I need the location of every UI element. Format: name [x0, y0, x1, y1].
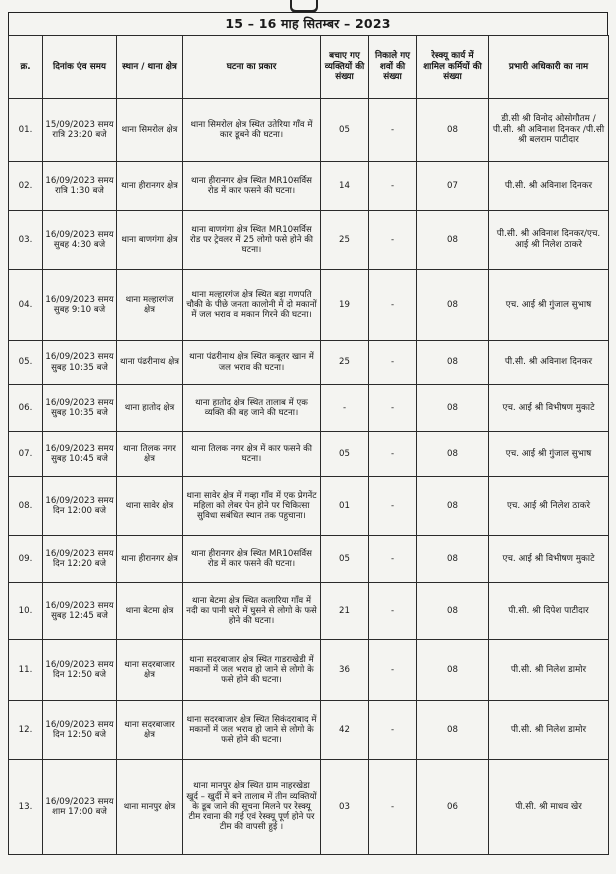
cell-incident: थाना मल्हारगंज क्षेत्र स्थित बड़ा गणपति चौकी के पीछे जनता कालोनी में दो मकानों में जल भराव व मकान गिरने की घटना। [183, 270, 321, 341]
cell-bodies: - [369, 640, 417, 701]
cell-rescued: 05 [321, 432, 369, 477]
cell-staff: 08 [417, 211, 489, 270]
cell-officer: पी.सी. श्री अविनाश दिनकर [489, 162, 609, 211]
cell-officer: पी.सी. श्री दिपेश पाटीदार [489, 583, 609, 640]
table-row [9, 211, 609, 270]
incident-table [8, 35, 609, 855]
cell-rescued: 03 [321, 760, 369, 855]
cell-officer: पी.सी. श्री निलेश डामोर [489, 701, 609, 760]
table-row [9, 270, 609, 341]
cell-bodies: - [369, 477, 417, 536]
header-staff: रेस्क्यू कार्य में शामिल कर्मियों की संख्या [417, 36, 489, 99]
cell-datetime: 16/09/2023 समय दिन 12:50 बजे [43, 640, 117, 701]
cell-rescued: 25 [321, 211, 369, 270]
cell-officer: पी.सी. श्री निलेश डामोर [489, 640, 609, 701]
cell-sr: 04. [9, 270, 43, 341]
header-officer: प्रभारी अधिकारी का नाम [489, 36, 609, 99]
incident-report-sheet [8, 12, 608, 855]
cell-staff: 08 [417, 477, 489, 536]
cell-officer: एच. आई श्री गुंजाल सुभाष [489, 270, 609, 341]
cell-staff: 08 [417, 385, 489, 432]
cell-bodies: - [369, 701, 417, 760]
cell-staff: 08 [417, 640, 489, 701]
cell-bodies: - [369, 211, 417, 270]
cell-incident: थाना सदरबाजार क्षेत्र स्थित सिकंदराबाद में मकानों में जल भराव हो जाने से लोगो के फसे होने की घटना। [183, 701, 321, 760]
table-row [9, 477, 609, 536]
table-row [9, 760, 609, 855]
table-row [9, 701, 609, 760]
cell-place: थाना बाणगंगा क्षेत्र [117, 211, 183, 270]
cell-place: थाना तिलक नगर क्षेत्र [117, 432, 183, 477]
cell-rescued: 36 [321, 640, 369, 701]
cell-datetime: 16/09/2023 समय दिन 12:00 बजे [43, 477, 117, 536]
cell-incident: थाना बाणगंगा क्षेत्र स्थित MR10सर्विस रोड पर ट्रेवलर में 25 लोगो फसे होने की घटना। [183, 211, 321, 270]
cell-datetime: 16/09/2023 समय शाम 17:00 बजे [43, 760, 117, 855]
cell-rescued: 42 [321, 701, 369, 760]
cell-bodies: - [369, 385, 417, 432]
cell-bodies: - [369, 760, 417, 855]
cell-incident: थाना हीरानगर क्षेत्र स्थित MR10सर्विस रोड में कार फसने की घटना। [183, 162, 321, 211]
header-rescued: बचाए गए व्यक्तियों की संख्या [321, 36, 369, 99]
cell-rescued: 05 [321, 536, 369, 583]
cell-officer: एच. आई श्री निलेश ठाकरे [489, 477, 609, 536]
cell-datetime: 16/09/2023 समय सुबह 10:45 बजे [43, 432, 117, 477]
cell-sr: 06. [9, 385, 43, 432]
cell-bodies: - [369, 536, 417, 583]
cell-datetime: 16/09/2023 समय सुबह 9:10 बजे [43, 270, 117, 341]
cell-sr: 05. [9, 341, 43, 385]
header-bodies: निकाले गए शवों की संख्या [369, 36, 417, 99]
table-row [9, 640, 609, 701]
cell-place: थाना सावेर क्षेत्र [117, 477, 183, 536]
cell-datetime: 15/09/2023 समय रात्रि 23:20 बजे [43, 99, 117, 162]
cell-staff: 08 [417, 583, 489, 640]
cell-datetime: 16/09/2023 समय दिन 12:50 बजे [43, 701, 117, 760]
cell-place: थाना सिमरोल क्षेत्र [117, 99, 183, 162]
cell-staff: 08 [417, 432, 489, 477]
cell-incident: थाना सावेर क्षेत्र में गव्हा गाँव में एक प्रेगनेंट महिला को लेबर पेन होने पर चिकित्सा सुविधा सबंधित स्थान तक पहुचाना। [183, 477, 321, 536]
table-row [9, 99, 609, 162]
cell-staff: 07 [417, 162, 489, 211]
cell-sr: 07. [9, 432, 43, 477]
report-title: 15 – 16 माह सितम्बर – 2023 [8, 12, 608, 35]
cell-datetime: 16/09/2023 समय सुबह 10:35 बजे [43, 385, 117, 432]
cell-sr: 11. [9, 640, 43, 701]
cell-officer: डी.सी श्री विनोद ओसोगौतम / पी.सी. श्री अविनाश दिनकर /पी.सी श्री बलराम पाटीदार [489, 99, 609, 162]
cell-bodies: - [369, 341, 417, 385]
table-row [9, 341, 609, 385]
cell-sr: 01. [9, 99, 43, 162]
cell-bodies: - [369, 583, 417, 640]
cell-place: थाना मानपुर क्षेत्र [117, 760, 183, 855]
header-incident: घटना का प्रकार [183, 36, 321, 99]
table-row [9, 536, 609, 583]
cell-sr: 09. [9, 536, 43, 583]
cell-incident: थाना बेटमा क्षेत्र स्थित कलारिया गाँव में नदी का पानी घरो में घुसने से लोगो के फसे होने की घटना। [183, 583, 321, 640]
cell-officer: एच. आई श्री गुंजाल सुभाष [489, 432, 609, 477]
cell-incident: थाना हीरानगर क्षेत्र स्थित MR10सर्विस रोड में कार फसने की घटना। [183, 536, 321, 583]
cell-place: थाना हीरानगर क्षेत्र [117, 162, 183, 211]
cell-datetime: 16/09/2023 समय सुबह 10:35 बजे [43, 341, 117, 385]
table-header-row [9, 36, 609, 99]
cell-officer: एच. आई श्री विभीषण मुकाटे [489, 385, 609, 432]
cell-datetime: 16/09/2023 समय रात्रि 1:30 बजे [43, 162, 117, 211]
table-row [9, 432, 609, 477]
cell-rescued: - [321, 385, 369, 432]
cell-incident: थाना सिमरोल क्षेत्र स्थित उतेरिया गाँव में कार डूबने की घटना। [183, 99, 321, 162]
cell-rescued: 05 [321, 99, 369, 162]
cell-incident: थाना पंढरीनाथ क्षेत्र स्थित कबूतर खान में जल भराव की घटना। [183, 341, 321, 385]
header-datetime: दिनांक एंव समय [43, 36, 117, 99]
cell-staff: 08 [417, 701, 489, 760]
cell-incident: थाना सदरबाजार क्षेत्र स्थित गाडराखेडी में मकानों में जल भराव हो जाने से लोगो के फसे होने की घटना। [183, 640, 321, 701]
cell-staff: 08 [417, 99, 489, 162]
cell-sr: 12. [9, 701, 43, 760]
cell-place: थाना हीरानगर क्षेत्र [117, 536, 183, 583]
cell-sr: 02. [9, 162, 43, 211]
header-sr: क्र. [9, 36, 43, 99]
cell-officer: एच. आई श्री विभीषण मुकाटे [489, 536, 609, 583]
cell-bodies: - [369, 432, 417, 477]
cell-incident: थाना तिलक नगर क्षेत्र में कार फसने की घटना। [183, 432, 321, 477]
cell-sr: 10. [9, 583, 43, 640]
table-row [9, 583, 609, 640]
cell-bodies: - [369, 99, 417, 162]
table-row [9, 162, 609, 211]
cell-rescued: 25 [321, 341, 369, 385]
cell-sr: 13. [9, 760, 43, 855]
cell-rescued: 19 [321, 270, 369, 341]
cell-place: थाना सदरबाजार क्षेत्र [117, 701, 183, 760]
cell-sr: 08. [9, 477, 43, 536]
cell-rescued: 14 [321, 162, 369, 211]
cell-incident: थाना मानपुर क्षेत्र स्थित ग्राम नाहरखेडा खुर्द – खुर्दी में बने तालाब में तीन व्यक्तियों के डूब जाने की सूचना मिलने पर रेस्क्यू टीम रवाना की गई एवं रेस्क्यू पूर्ण होने पर टीम की वापसी हुई । [183, 760, 321, 855]
cell-rescued: 01 [321, 477, 369, 536]
cell-bodies: - [369, 162, 417, 211]
header-place: स्थान / थाना क्षेत्र [117, 36, 183, 99]
cell-place: थाना सदरबाजार क्षेत्र [117, 640, 183, 701]
cell-datetime: 16/09/2023 समय सुबह 4:30 बजे [43, 211, 117, 270]
cell-place: थाना मल्हारगंज क्षेत्र [117, 270, 183, 341]
cell-staff: 08 [417, 341, 489, 385]
cell-bodies: - [369, 270, 417, 341]
cell-officer: पी.सी. श्री अविनाश दिनकर [489, 341, 609, 385]
cell-staff: 06 [417, 760, 489, 855]
table-row [9, 385, 609, 432]
cell-datetime: 16/09/2023 समय दिन 12:20 बजे [43, 536, 117, 583]
cell-datetime: 16/09/2023 समय सुबह 12:45 बजे [43, 583, 117, 640]
cell-rescued: 21 [321, 583, 369, 640]
cell-place: थाना हातोद क्षेत्र [117, 385, 183, 432]
cell-staff: 08 [417, 270, 489, 341]
cell-sr: 03. [9, 211, 43, 270]
cell-staff: 08 [417, 536, 489, 583]
cell-officer: पी.सी. श्री अविनाश दिनकर/एच. आई श्री निलेश ठाकरे [489, 211, 609, 270]
cell-incident: थाना हातोद क्षेत्र स्थित तालाब में एक व्यक्ति की बह जाने की घटना। [183, 385, 321, 432]
cell-officer: पी.सी. श्री माधव खेर [489, 760, 609, 855]
cell-place: थाना पंढरीनाथ क्षेत्र [117, 341, 183, 385]
cell-place: थाना बेटमा क्षेत्र [117, 583, 183, 640]
